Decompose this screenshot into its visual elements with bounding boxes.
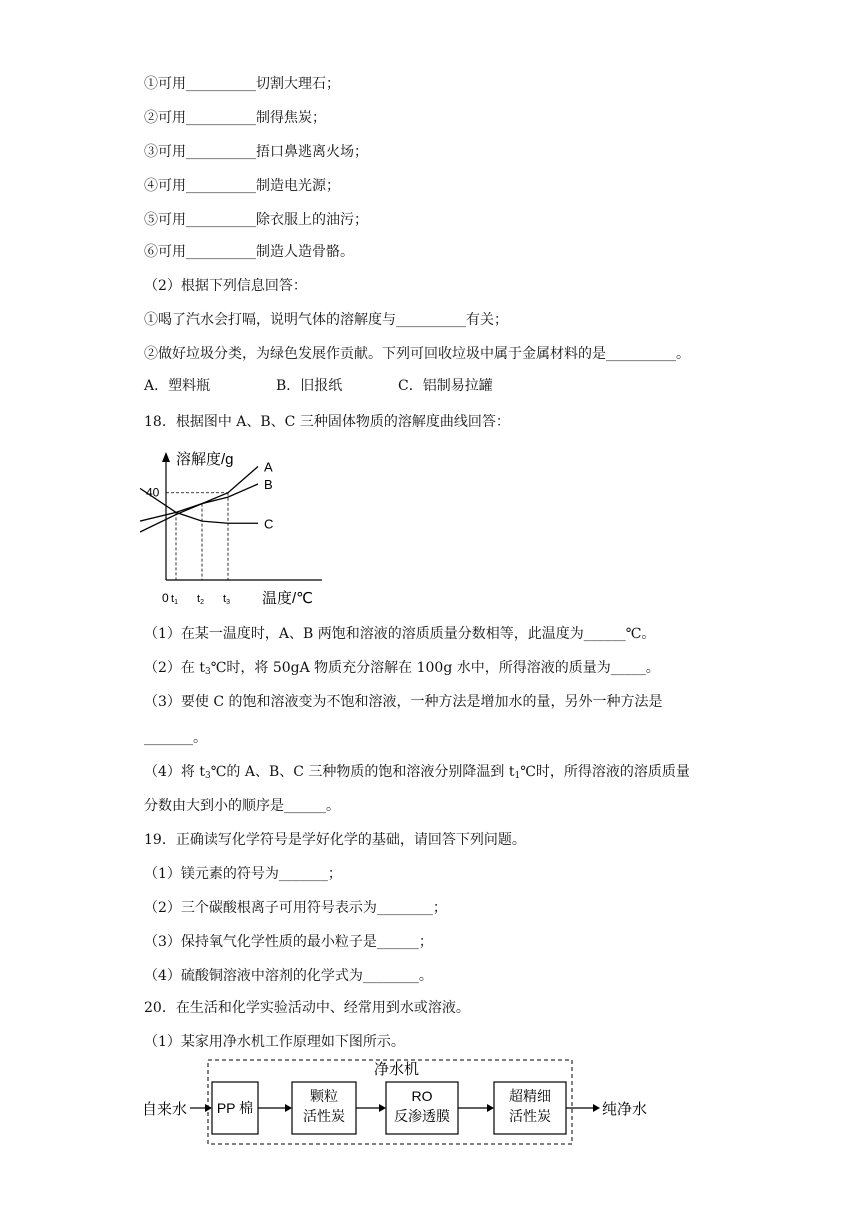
stage-2-line-1: 颗粒 (310, 1088, 338, 1104)
x-tick-t1: t1 (171, 593, 178, 606)
input-label: 自来水 (142, 1101, 188, 1118)
curve-label-C: C (264, 516, 274, 532)
q18-q2-sub: 3 (204, 667, 211, 677)
q17-part2-heading: （2）根据下列信息回答： (144, 278, 307, 294)
x-axis-label: 温度/℃ (262, 590, 314, 607)
water-purifier-diagram (140, 1052, 700, 1148)
option-a: A．塑料瓶 (144, 378, 211, 394)
stage-3-line-1: RO (411, 1088, 433, 1104)
arrow-1-head (285, 1104, 292, 1112)
arrow-3-head (487, 1104, 494, 1112)
q18-q4a-sub1: 3 (204, 771, 211, 781)
q17-line-3: ③可用__________捂口鼻逃离火场； (144, 144, 368, 160)
stage-2-line-2: 活性炭 (303, 1108, 345, 1124)
q18-q4a-mid: ℃的 A、B、C 三种物质的饱和溶液分别降温到 t (210, 764, 515, 780)
q18-q4a (144, 762, 690, 786)
arrow-2-head (379, 1104, 386, 1112)
q18-q3a: （3）要使 C 的饱和溶液变为不饱和溶液，一种方法是增加水的量，另外一种方法是 (144, 694, 663, 710)
x-tick-t3: t3 (223, 593, 230, 606)
stage-1-line-1: PP 棉 (216, 1100, 254, 1116)
q20-q1: （1）某家用净水机工作原理如下图所示。 (144, 1034, 405, 1050)
solubility-chart (140, 444, 330, 614)
q19-item-4: （4）硫酸铜溶液中溶剂的化学式为________。 (144, 968, 433, 984)
curve-label-A: A (264, 459, 273, 475)
stage-3-line-2: 反渗透膜 (394, 1108, 450, 1124)
q20-stem: 20．在生活和化学实验活动中、经常用到水或溶液。 (144, 1000, 470, 1016)
curve-label-B: B (264, 477, 273, 492)
q18-q4a-pre: （4）将 t (144, 764, 205, 780)
x-tick-sub-t3: 3 (226, 599, 230, 606)
q19-stem: 19．正确读写化学符号是学好化学的基础，请回答下列问题。 (144, 832, 526, 848)
q17-line-2: ②可用__________制得焦炭； (144, 110, 326, 126)
q17-line-5: ⑤可用__________除衣服上的油污； (144, 212, 368, 228)
q17-line-6: ⑥可用__________制造人造骨骼。 (144, 244, 354, 260)
stage-4-line-2: 活性炭 (509, 1108, 551, 1124)
q18-q3b: _______。 (144, 730, 207, 746)
q17-line-4: ④可用__________制造电光源； (144, 178, 340, 194)
q18-q2-post: ℃时，将 50gA 物质充分溶解在 100g 水中，所得溶液的质量为_____。 (210, 660, 660, 676)
arrow-out-head (593, 1104, 600, 1112)
x-tick-sub-t1: 1 (174, 599, 178, 606)
q17-part2-item2: ②做好垃圾分类，为绿色发展作贡献。下列可回收垃圾中属于金属材料的是__________。 (144, 346, 690, 362)
q18-q4b: 分数由大到小的顺序是______。 (144, 798, 340, 814)
q17-line-1: ①可用__________切割大理石； (144, 76, 340, 92)
q18-stem: 18．根据图中 A、B、C 三种固体物质的溶解度曲线回答： (144, 414, 510, 430)
q19-item-2: （2）三个碳酸根离子可用符号表示为________； (144, 900, 447, 916)
purifier-title: 净水机 (374, 1061, 420, 1078)
q18-q2 (144, 658, 660, 682)
stage-4-line-1: 超精细 (509, 1088, 551, 1104)
q18-q4a-sub2: 1 (514, 771, 521, 781)
option-b: B．旧报纸 (276, 378, 343, 394)
q17-part2-item1: ①喝了汽水会打嗝，说明气体的溶解度与__________有关； (144, 312, 508, 328)
q18-q2-pre: （2）在 t (144, 660, 205, 676)
x-tick-sub-t2: 2 (200, 599, 204, 606)
q18-q1: （1）在某一温度时，A、B 两饱和溶液的溶质质量分数相等，此温度为______℃。 (144, 626, 656, 642)
origin-label: 0 (162, 591, 169, 605)
q18-q4a-post: ℃时，所得溶液的溶质质量 (520, 764, 690, 780)
x-tick-t2: t2 (197, 593, 204, 606)
q19-item-3: （3）保持氧气化学性质的最小粒子是______； (144, 934, 433, 950)
y-axis-label: 溶解度/g (176, 451, 234, 468)
output-label: 纯净水 (602, 1101, 648, 1118)
q19-item-1: （1）镁元素的符号为_______； (144, 866, 342, 882)
y-axis-arrow (162, 452, 170, 462)
y-tick-40: 40 (146, 485, 160, 500)
option-c: C．铝制易拉罐 (398, 378, 493, 394)
